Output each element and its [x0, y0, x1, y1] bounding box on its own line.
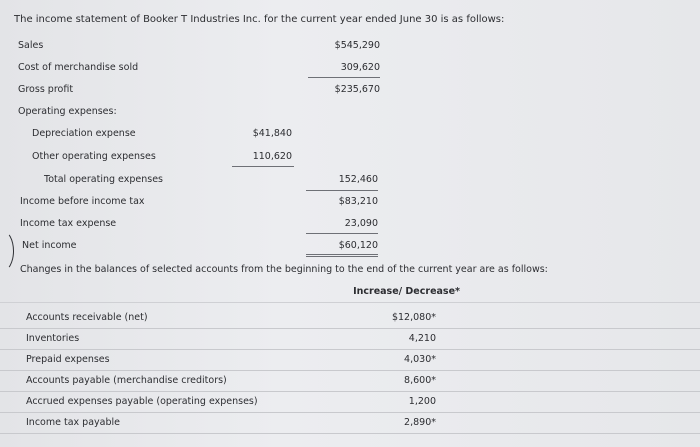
income-before-tax-value: $83,210: [338, 196, 378, 207]
income-before-tax-label: Income before income tax: [20, 196, 145, 207]
cogs-label: Cost of merchandise sold: [18, 62, 139, 73]
table-row-label: Accounts payable (merchandise creditors): [26, 375, 227, 386]
table-row-label: Accrued expenses payable (operating expenses): [26, 396, 258, 407]
changes-table-divider: [0, 302, 700, 303]
other-operating-underline: [232, 166, 294, 167]
row-separator: [0, 370, 700, 371]
total-operating-value: 152,460: [338, 174, 378, 185]
table-row-value: 2,890*: [404, 417, 436, 428]
circle-mark: [0, 230, 14, 272]
row-separator: [0, 328, 700, 329]
other-operating-label: Other operating expenses: [32, 151, 156, 162]
row-separator: [0, 391, 700, 392]
intro-text: The income statement of Booker T Industries Inc. for the current year ended June 30 is as follows:: [14, 14, 505, 25]
net-income-value: $60,120: [338, 240, 378, 251]
depreciation-value: $41,840: [252, 128, 292, 139]
other-operating-value: 110,620: [252, 151, 292, 162]
income-tax-underline: [306, 233, 378, 234]
net-income-double-underline-bottom: [306, 256, 378, 257]
net-income-label: Net income: [22, 240, 77, 251]
income-tax-label: Income tax expense: [20, 218, 117, 229]
net-income-double-underline-top: [306, 254, 378, 255]
total-operating-label: Total operating expenses: [44, 174, 163, 185]
table-row-value: 1,200: [408, 396, 436, 407]
sales-value: $545,290: [334, 40, 380, 51]
cogs-value: 309,620: [340, 62, 380, 73]
cogs-underline: [308, 77, 380, 78]
table-row-value: 4,030*: [404, 354, 436, 365]
income-tax-value: 23,090: [344, 218, 378, 229]
table-row-label: Income tax payable: [26, 417, 120, 428]
row-separator: [0, 412, 700, 413]
table-row-label: Prepaid expenses: [26, 354, 110, 365]
depreciation-label: Depreciation expense: [32, 128, 136, 139]
gross-profit-value: $235,670: [334, 84, 380, 95]
sales-label: Sales: [18, 40, 44, 51]
table-row-value: 8,600*: [404, 375, 436, 386]
changes-intro-text: Changes in the balances of selected accounts from the beginning to the end of the current year are as follows:: [20, 264, 548, 275]
table-row-label: Inventories: [26, 333, 80, 344]
changes-table-header: Increase/ Decrease*: [353, 286, 460, 297]
gross-profit-label: Gross profit: [18, 84, 74, 95]
operating-expenses-heading: Operating expenses:: [18, 106, 117, 117]
table-row-value: $12,080*: [391, 312, 436, 323]
row-separator: [0, 433, 700, 434]
table-row-value: 4,210: [408, 333, 436, 344]
total-operating-underline: [306, 190, 378, 191]
table-row-label: Accounts receivable (net): [26, 312, 148, 323]
row-separator: [0, 349, 700, 350]
